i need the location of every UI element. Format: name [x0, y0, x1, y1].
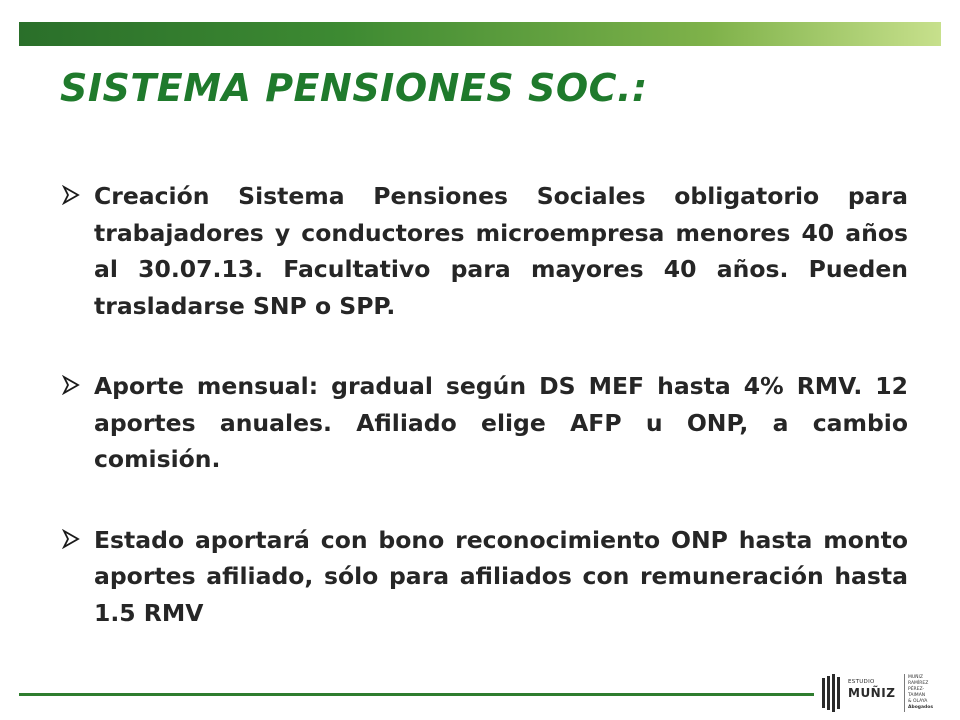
arrowhead-bullet-icon [62, 368, 94, 400]
arrowhead-bullet-icon [62, 522, 94, 554]
arrowhead-bullet-icon [62, 178, 94, 210]
firm-logo-mark-icon [820, 674, 844, 717]
firm-logo-divider [904, 674, 905, 712]
firm-logo-tagline: Abogados [908, 705, 934, 710]
bullet-list [62, 178, 908, 675]
bullet-text: Aporte mensual: gradual según DS MEF hasta 4% RMV. 12 aportes anuales. Afiliado elige AFP u ONP, a cambio comisión. [94, 372, 908, 473]
bullet-text: Creación Sistema Pensiones Sociales obligatorio para trabajadores y conductores microempresa menores 40 años al 30.07.13. Facultativo para mayores 40 años. Pueden trasladarse SNP o SPP. [94, 182, 908, 320]
top-banner-bar [19, 22, 941, 46]
firm-logo-partner: RAMÍREZ [908, 681, 929, 686]
bottom-divider-line [19, 693, 814, 696]
firm-logo-partners [908, 675, 940, 711]
firm-logo-brand [848, 680, 895, 699]
firm-logo [820, 670, 940, 716]
firm-logo-partner: & OLAYA [908, 699, 928, 704]
bullet-item [62, 368, 908, 478]
bullet-text: Estado aportará con bono reconocimiento ONP hasta monto aportes afiliado, sólo para afiliados con remuneración hasta 1.5 RMV [94, 525, 908, 627]
bullet-item [62, 522, 908, 632]
firm-logo-partner: PÉREZ-TAIMAN [908, 687, 926, 698]
firm-logo-brand-small: ESTUDIO [848, 679, 875, 685]
slide-title: SISTEMA PENSIONES SOC.: [60, 66, 648, 110]
firm-logo-brand-name: MUÑIZ [848, 685, 896, 700]
bullet-item [62, 178, 908, 324]
firm-logo-partner: MUÑIZ [908, 675, 923, 680]
